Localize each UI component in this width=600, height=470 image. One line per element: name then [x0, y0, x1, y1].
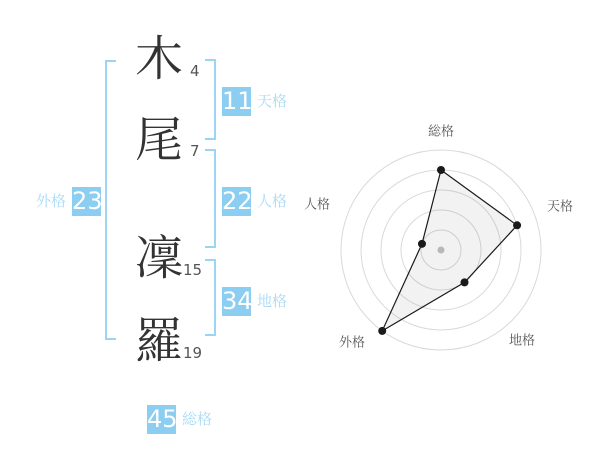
tenkaku-label: 天格 [257, 92, 288, 110]
jinkaku-label: 人格 [257, 192, 288, 210]
stroke-count-1: 4 [190, 62, 200, 80]
surname-char-1: 木 [134, 31, 183, 87]
jinkaku-score [222, 187, 287, 216]
gaikaku-bracket [105, 60, 116, 340]
chikaku-bracket [205, 259, 216, 336]
radar-data-point [378, 327, 386, 335]
gaikaku-label: 外格 [36, 192, 67, 210]
surname-char-2: 尾 [134, 112, 183, 168]
stroke-count-4: 19 [183, 344, 203, 362]
tenkaku-value-box: 11 [222, 87, 253, 115]
radar-center-dot [438, 247, 445, 254]
chikaku-label: 地格 [257, 292, 288, 310]
radar-axis-label: 総格 [427, 124, 455, 140]
stroke-count-3: 15 [183, 261, 203, 279]
chikaku-score [222, 287, 287, 316]
radar-axis-label: 天格 [546, 199, 574, 215]
jinkaku-bracket [205, 149, 216, 248]
radar-data-point [513, 221, 521, 229]
tenkaku-bracket [205, 59, 216, 140]
given-char-1: 凜 [134, 230, 183, 286]
tenkaku-score [222, 87, 287, 116]
radar-data-point [461, 278, 469, 286]
soukaku-label: 総格 [182, 410, 213, 428]
radar-data-point [418, 240, 426, 248]
jinkaku-value-box: 22 [222, 187, 253, 215]
radar-data-point [437, 166, 445, 174]
given-char-2: 羅 [134, 313, 183, 369]
soukaku-value-box: 45 [147, 405, 178, 433]
radar-axis-label: 外格 [338, 335, 366, 351]
chikaku-value-box: 34 [222, 287, 253, 315]
radar-axis-label: 人格 [303, 197, 331, 213]
gaikaku-value-box: 23 [72, 187, 103, 215]
stroke-count-2: 7 [190, 142, 200, 160]
soukaku-score [147, 405, 212, 434]
radar-chart [295, 110, 585, 370]
radar-axis-label: 地格 [508, 333, 536, 349]
gaikaku-score [36, 187, 101, 216]
